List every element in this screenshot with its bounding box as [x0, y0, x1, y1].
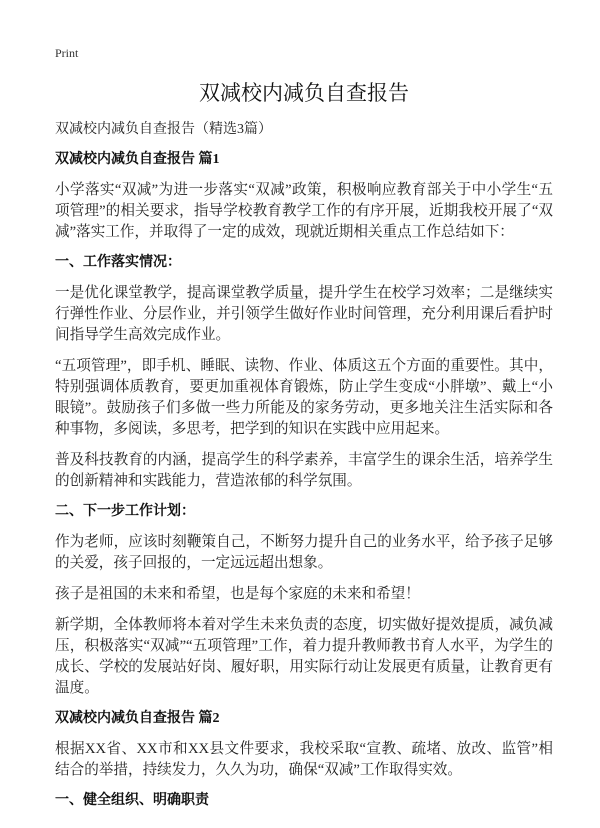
paragraph: 小学落实“双减”为进一步落实“双减”政策，积极响应教育部关于中小学生“五项管理”的相关要求，指导学校教育教学工作的有序开展，近期我校开展了“双减”落实工作，并取得了一定的成效，现就近期相关重点工作总结如下：	[55, 182, 553, 240]
paragraph: 新学期，全体教师将本着对学生未来负责的态度，切实做好提效提质，减负减压，积极落实“双减”“五项管理”工作，着力提升教师教书育人水平，为学生的成长、学校的发展站好岗、履好职，用实际行动让发展更有质量，让教育更有温度。	[55, 617, 553, 696]
paragraph: 孩子是祖国的未来和希望，也是每个家庭的未来和希望！	[55, 586, 420, 602]
paragraph: 根据XX省、XX市和XX县文件要求，我校采取“宣教、疏堵、放改、监管”相结合的举措，持续发力，久久为功，确保“双减”工作取得实效。	[55, 741, 553, 778]
paragraph: 普及科技教育的内涵，提高学生的科学素养，丰富学生的课余生活，培养学生的创新精神和实践能力，营造浓郁的科学氛围。	[55, 452, 553, 489]
paragraph: 作为老师，应该时刻鞭策自己，不断努力提升自己的业务水平，给予孩子足够的关爱，孩子回报的，一定远远超出想象。	[55, 534, 553, 571]
paragraph: 一是优化课堂教学，提高课堂教学质量，提升学生在校学习效率；二是继续实行弹性作业、分层作业，并引领学生做好作业时间管理，充分利用课后看护时间指导学生高效完成作业。	[55, 285, 553, 343]
paragraph: “五项管理”，即手机、睡眠、读物、作业、体质这五个方面的重要性。其中，特别强调体质教育，要更加重视体育锻炼，防止学生变成“小胖墩”、戴上“小眼镜”。鼓励孩子们多做一些力所能及的家务劳动，更多地关注生活实际和各种事物，多阅读，多思考，把学到的知识在实践中应用起来。	[55, 358, 553, 437]
section-heading: 二、下一步工作计划：	[55, 504, 195, 519]
document-subtitle: 双减校内减负自查报告（精选3篇）	[55, 122, 272, 137]
document-body	[55, 78, 553, 821]
section-heading: 双减校内减负自查报告 篇1	[55, 152, 220, 167]
section-heading: 一、工作落实情况：	[55, 255, 181, 270]
print-link[interactable]: Print	[55, 46, 79, 60]
document-title: 双减校内减负自查报告	[199, 81, 409, 105]
section-heading: 一、健全组织、明确职责	[55, 793, 209, 808]
section-heading: 双减校内减负自查报告 篇2	[55, 711, 220, 726]
